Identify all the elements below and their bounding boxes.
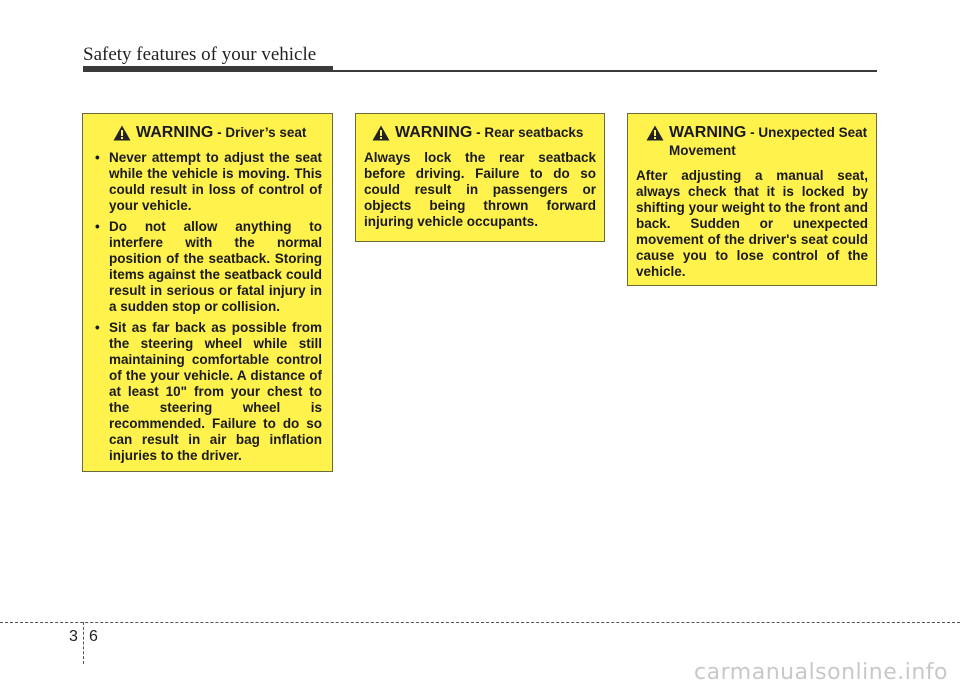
- warning-word: WARNING: [136, 124, 214, 141]
- bullet-dot: •: [95, 320, 100, 335]
- page-chapter-number: 3: [69, 628, 78, 645]
- warning-triangle-icon: [372, 125, 390, 141]
- list-item: [91, 219, 324, 315]
- footer-divider: [83, 622, 84, 664]
- page-header-title: Safety features of your vehicle: [83, 44, 317, 65]
- warning-word: WARNING: [669, 124, 747, 141]
- warning-box-unexpected-seat-movement: [627, 113, 877, 286]
- warning-triangle-icon: [646, 125, 664, 141]
- list-item: [91, 320, 324, 464]
- list-item: [91, 150, 324, 214]
- watermark-text: carmanualsonline.info: [694, 660, 948, 685]
- warning-word: WARNING: [395, 124, 473, 141]
- footer-rule: [0, 622, 960, 623]
- bullet-text: Never attempt to adjust the seat while the vehicle is moving. This could result in loss of control of your vehicle.: [109, 150, 322, 213]
- warning-subtitle: - Unexpected Seat Movement: [669, 125, 868, 158]
- warning-subtitle: - Driver’s seat: [213, 125, 307, 140]
- warning-body: Always lock the rear seatback before driving. Failure to do so could result in passengers or objects being thrown forward injuring vehicle occupants.: [364, 150, 596, 229]
- warning-box-drivers-seat: [82, 113, 333, 472]
- warning-triangle-icon: [113, 125, 131, 141]
- warning-subtitle: - Rear seatbacks: [472, 125, 584, 140]
- page-number: 6: [89, 628, 98, 645]
- warning-heading: [364, 124, 596, 142]
- header-rule-thin: [333, 70, 877, 72]
- warning-heading: [636, 124, 868, 160]
- bullet-text: Do not allow anything to interfere with the normal position of the seatback. Storing items against the seatback could result in serious or fatal injury in a sudden stop or collision.: [109, 219, 322, 314]
- warning-box-rear-seatbacks: [355, 113, 605, 242]
- bullet-dot: •: [95, 219, 100, 234]
- header-rule-thick: [83, 66, 333, 72]
- warning-body: After adjusting a manual seat, always check that it is locked by shifting your weight to the front and back. Sudden or unexpected movement of the driver's seat could cause you to lose control of the vehicle.: [636, 168, 868, 279]
- bullet-dot: •: [95, 150, 100, 165]
- bullet-text: Sit as far back as possible from the steering wheel while still maintaining comfortable control of the your vehicle. A distance of at least 10" from your chest to the steering wheel is recommended. Failure to do so can result in air bag inflation injuries to the driver.: [109, 320, 322, 463]
- warning-heading: [91, 124, 324, 142]
